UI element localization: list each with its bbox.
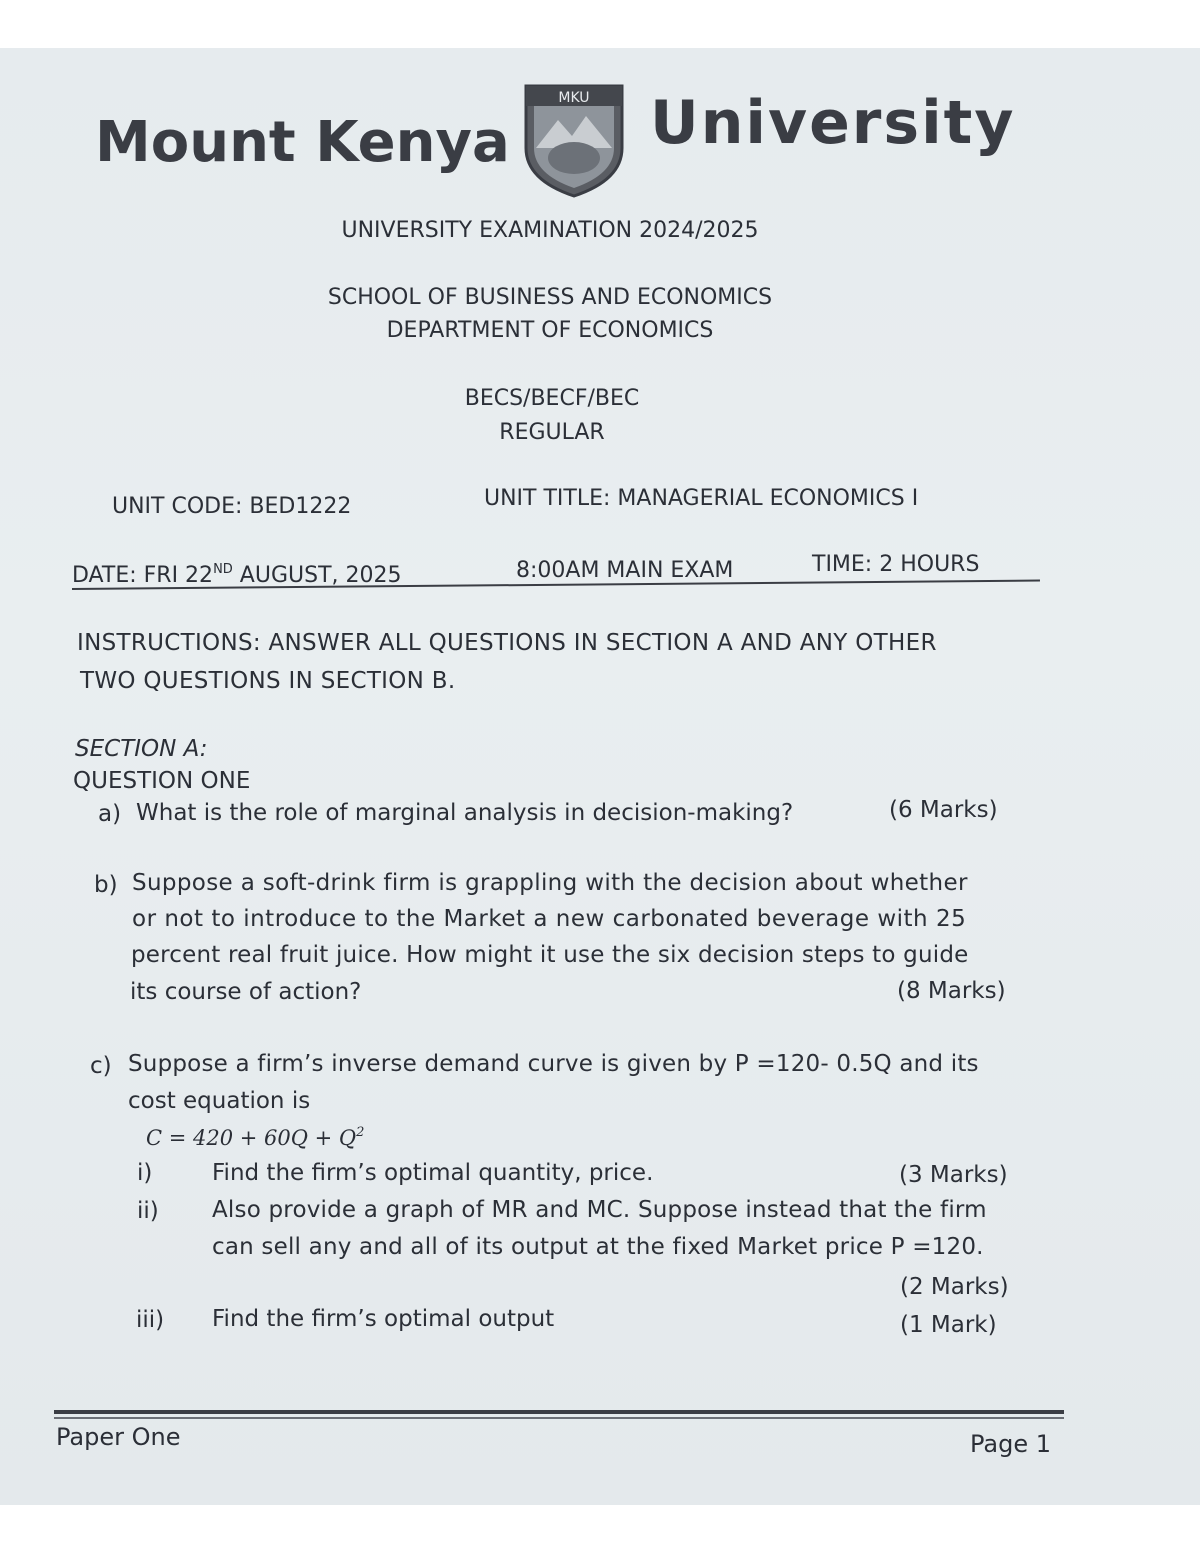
question-b-marks: (8 Marks) — [897, 978, 1006, 1004]
sub-question-ii-line-2: can sell any and all of its output at the fixed Market price P =120. — [212, 1234, 984, 1260]
question-b-line-2: or not to introduce to the Market a new carbonated beverage with 25 — [132, 906, 967, 932]
cost-equation: $C = 420 + 60Q + Q^2$ — [146, 1125, 365, 1150]
question-title: QUESTION ONE — [73, 768, 251, 794]
instructions-line-1: INSTRUCTIONS: ANSWER ALL QUESTIONS IN SECTION A AND ANY OTHER — [77, 630, 937, 656]
brand-mount-kenya: Mount Kenya — [95, 110, 510, 175]
department-name: DEPARTMENT OF ECONOMICS — [386, 318, 714, 343]
exam-date: DATE: FRI 22ND AUGUST, 2025 — [72, 562, 402, 588]
question-c-line-1: Suppose a firm’s inverse demand curve is given by P =120- 0.5Q and its — [128, 1051, 979, 1077]
sub-question-ii-marks: (2 Marks) — [900, 1274, 1009, 1300]
question-b-line-1: Suppose a soft-drink firm is grappling with the decision about whether — [132, 870, 968, 896]
question-b-line-4: its course of action? — [130, 979, 362, 1005]
question-c-line-2: cost equation is — [128, 1088, 311, 1114]
exam-heading: UNIVERSITY EXAMINATION 2024/2025 — [341, 218, 759, 243]
programme-codes: BECS/BECF/BEC — [464, 386, 640, 411]
instructions-line-2: TWO QUESTIONS IN SECTION B. — [80, 668, 456, 694]
sub-question-ii-label: ii) — [137, 1198, 159, 1224]
study-mode: REGULAR — [499, 420, 605, 445]
sub-question-i-marks: (3 Marks) — [899, 1162, 1008, 1188]
footer-paper-label: Paper One — [56, 1423, 181, 1451]
sub-question-i-label: i) — [137, 1160, 153, 1186]
school-name: SCHOOL OF BUSINESS AND ECONOMICS — [327, 285, 773, 310]
footer-rule-bottom — [54, 1417, 1064, 1419]
question-a-text: What is the role of marginal analysis in decision-making? — [136, 800, 794, 826]
university-crest-icon — [518, 76, 630, 200]
question-a-label: a) — [98, 801, 122, 827]
logo-text: MKU — [558, 90, 590, 106]
section-title: SECTION A: — [75, 736, 208, 762]
sub-question-iii-text: Find the firm’s optimal output — [212, 1306, 555, 1332]
sub-question-iii-marks: (1 Mark) — [900, 1312, 997, 1338]
unit-title: UNIT TITLE: MANAGERIAL ECONOMICS I — [484, 486, 919, 511]
question-c-label: c) — [90, 1053, 112, 1079]
question-b-label: b) — [94, 872, 118, 898]
sub-question-ii-line-1: Also provide a graph of MR and MC. Suppose instead that the firm — [212, 1197, 987, 1223]
exam-duration: TIME: 2 HOURS — [812, 552, 980, 577]
sub-question-iii-label: iii) — [136, 1307, 165, 1333]
footer-rule-top — [54, 1410, 1064, 1414]
question-b-line-3: percent real fruit juice. How might it use the six decision steps to guide — [131, 942, 969, 968]
brand-university: University — [650, 88, 1016, 158]
exam-session: 8:00AM MAIN EXAM — [516, 558, 734, 583]
footer-page-number: Page 1 — [970, 1430, 1051, 1458]
sub-question-i-text: Find the firm’s optimal quantity, price. — [212, 1160, 654, 1186]
question-a-marks: (6 Marks) — [889, 797, 998, 823]
unit-code: UNIT CODE: BED1222 — [112, 494, 352, 519]
